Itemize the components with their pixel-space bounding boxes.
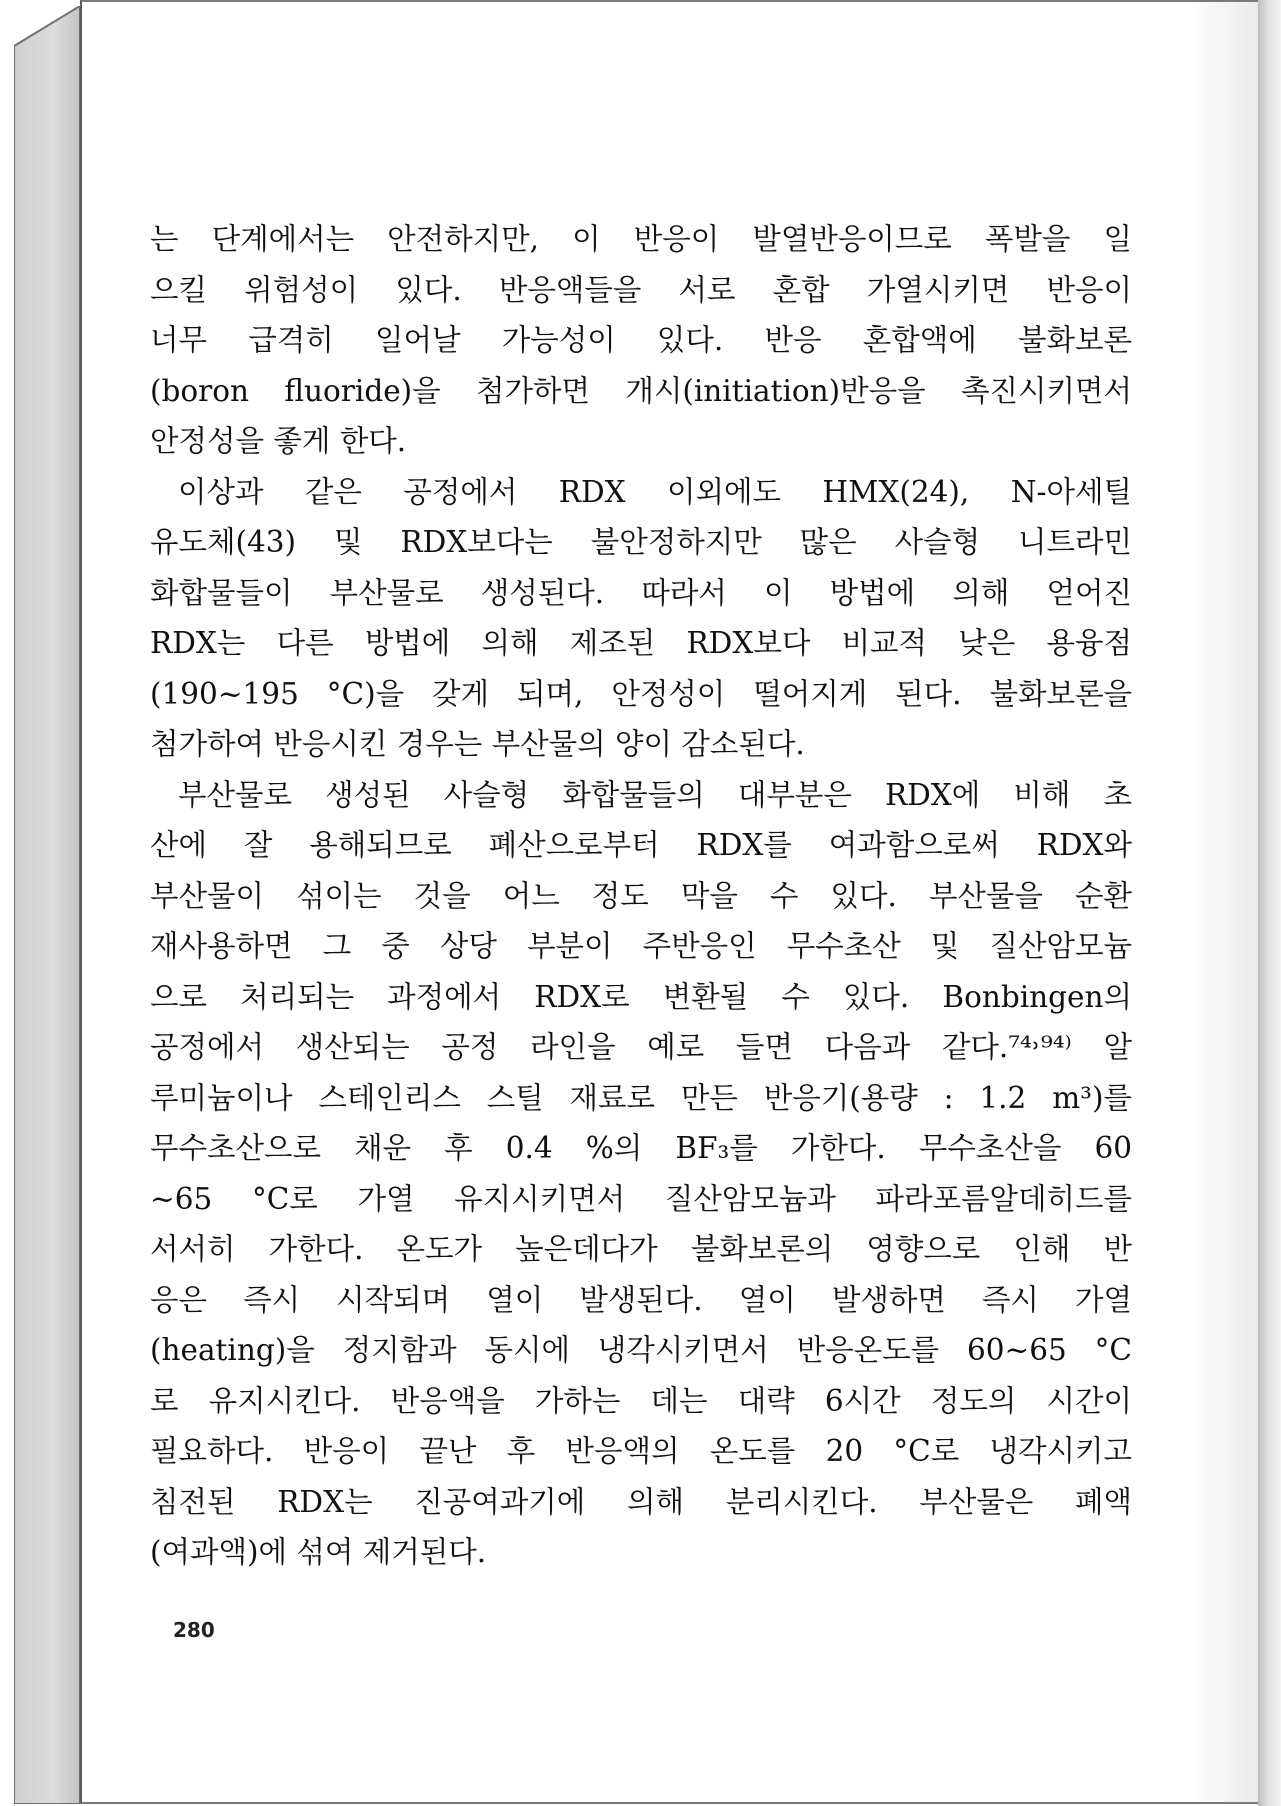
text-line: 재사용하면 그 중 상당 부분이 주반응인 무수초산 및 질산암모늄 <box>150 929 1132 963</box>
text-line: 필요하다. 반응이 끝난 후 반응액의 온도를 20 °C로 냉각시키고 <box>150 1434 1132 1468</box>
text-line: RDX는 다른 방법에 의해 제조된 RDX보다 비교적 낮은 용융점 <box>150 626 1132 660</box>
text-line: (boron fluoride)을 첨가하면 개시(initiation)반응을 촉진시키면서 <box>150 373 1132 408</box>
page-drop-shadow <box>1258 0 1281 1806</box>
text-line: 무수초산으로 채운 후 0.4 %의 BF₃를 가한다. 무수초산을 60 <box>150 1131 1132 1165</box>
text-line: 서서히 가한다. 온도가 높은데다가 불화보론의 영향으로 인해 반 <box>150 1232 1132 1266</box>
text-line: (190~195 °C)을 갖게 되며, 안정성이 떨어지게 된다. 불화보론을 <box>150 676 1132 711</box>
page-gutter-shade <box>1188 2 1258 1802</box>
text-line: 안정성을 좋게 한다. <box>150 424 407 458</box>
book-edge-left <box>14 6 80 1804</box>
text-line: 는 단계에서는 안전하지만, 이 반응이 발열반응이므로 폭발을 일 <box>150 222 1132 256</box>
text-line: (heating)을 정지함과 동시에 냉각시키면서 반응온도를 60~65 °C <box>150 1333 1132 1367</box>
text-line: 산에 잘 용해되므로 폐산으로부터 RDX를 여과함으로써 RDX와 <box>150 828 1132 862</box>
text-line: (여과액)에 섞여 제거된다. <box>150 1535 487 1569</box>
text-line: 유도체(43) 및 RDX보다는 불안정하지만 많은 사슬형 니트라민 <box>150 525 1132 559</box>
text-line: 공정에서 생산되는 공정 라인을 예로 들면 다음과 같다.⁷⁴˒⁹⁴⁾ 알 <box>150 1030 1132 1064</box>
text-line: 이상과 같은 공정에서 RDX 이외에도 HMX(24), N-아세틸 <box>178 474 1132 509</box>
text-line: 로 유지시킨다. 반응액을 가하는 데는 대략 6시간 정도의 시간이 <box>150 1383 1132 1418</box>
body-text <box>150 214 1132 1578</box>
text-line: 너무 급격히 일어날 가능성이 있다. 반응 혼합액에 불화보론 <box>150 323 1132 357</box>
text-line: 으킬 위험성이 있다. 반응액들을 서로 혼합 가열시키면 반응이 <box>150 272 1132 307</box>
text-line: 화합물들이 부산물로 생성된다. 따라서 이 방법에 의해 얻어진 <box>150 575 1132 610</box>
text-line: 첨가하여 반응시킨 경우는 부산물의 양이 감소된다. <box>150 727 805 761</box>
text-line: ~65 °C로 가열 유지시키면서 질산암모늄과 파라포름알데히드를 <box>150 1181 1132 1216</box>
text-line: 부산물로 생성된 사슬형 화합물들의 대부분은 RDX에 비해 초 <box>178 777 1132 812</box>
text-line: 루미늄이나 스테인리스 스틸 재료로 만든 반응기(용량 : 1.2 m³)를 <box>150 1080 1132 1115</box>
text-line: 침전된 RDX는 진공여과기에 의해 분리시킨다. 부산물은 폐액 <box>150 1484 1132 1519</box>
text-line: 으로 처리되는 과정에서 RDX로 변환될 수 있다. Bonbingen의 <box>150 979 1132 1014</box>
text-line: 응은 즉시 시작되며 열이 발생된다. 열이 발생하면 즉시 가열 <box>150 1282 1132 1317</box>
text-line: 부산물이 섞이는 것을 어느 정도 막을 수 있다. 부산물을 순환 <box>150 878 1132 913</box>
page-number: 280 <box>173 1618 215 1642</box>
